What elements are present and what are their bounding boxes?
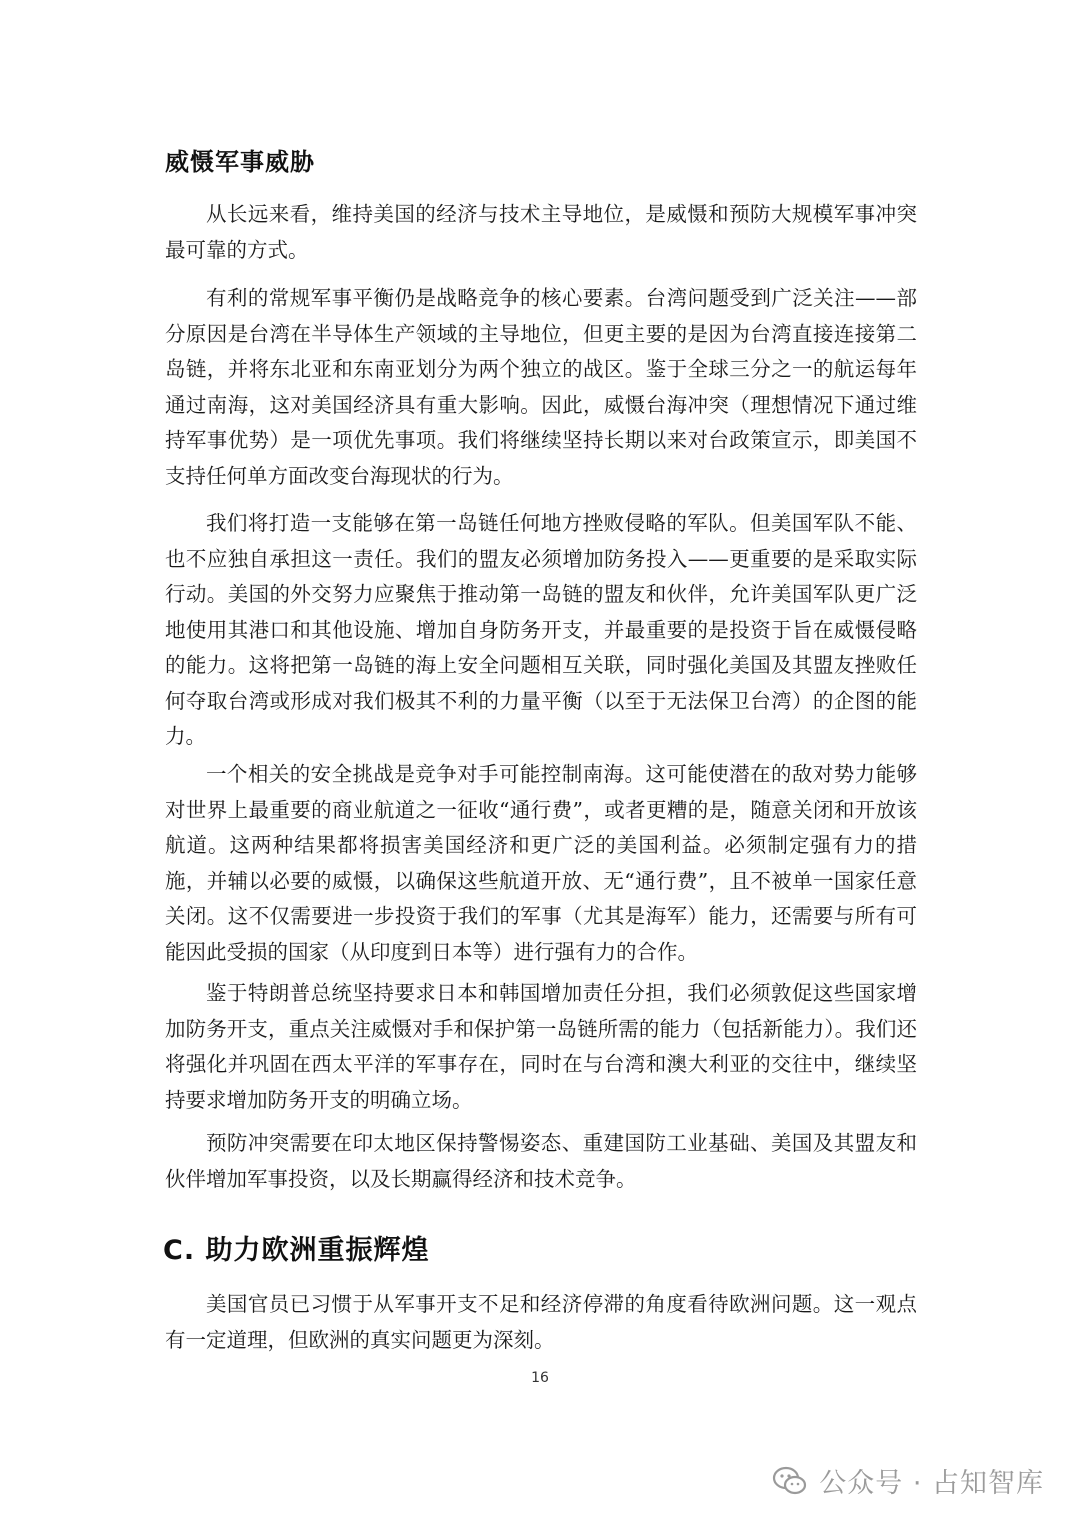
wechat-icon bbox=[771, 1462, 809, 1500]
paragraph: 鉴于特朗普总统坚持要求日本和韩国增加责任分担，我们必须敦促这些国家增加防务开支，重点关注威慑对手和保护第一岛链所需的能力（包括新能力）。我们还将强化并巩固在西太平洋的军事存在，同时在与台湾和澳大利亚的交往中，继续坚持要求增加防务开支的明确立场。 bbox=[165, 981, 917, 1112]
paragraph: 美国官员已习惯于从军事开支不足和经济停滞的角度看待欧洲问题。这一观点有一定道理，但欧洲的真实问题更为深刻。 bbox=[165, 1292, 917, 1352]
subheading: 威慑军事威胁 bbox=[165, 148, 315, 176]
page-number: 16 bbox=[531, 1370, 549, 1386]
paragraph: 有利的常规军事平衡仍是战略竞争的核心要素。台湾问题受到广泛关注——部分原因是台湾在半导体生产领域的主导地位，但更主要的是因为台湾直接连接第二岛链，并将东北亚和东南亚划分为两个独立的战区。鉴于全球三分之一的航运每年通过南海，这对美国经济具有重大影响。因此，威慑台海冲突（理想情况下通过维持军事优势）是一项优先事项。我们将继续坚持长期以来对台政策宣示，即美国不支持任何单方面改变台海现状的行为。 bbox=[165, 286, 917, 488]
paragraph: 预防冲突需要在印太地区保持警惕姿态、重建国防工业基础、美国及其盟友和伙伴增加军事投资，以及长期赢得经济和技术竞争。 bbox=[165, 1131, 917, 1191]
section-heading: C. 助力欧洲重振辉煌 bbox=[163, 1235, 430, 1266]
watermark bbox=[771, 1461, 1044, 1500]
paragraph: 从长远来看，维持美国的经济与技术主导地位，是威慑和预防大规模军事冲突最可靠的方式。 bbox=[165, 202, 917, 262]
paragraph: 一个相关的安全挑战是竞争对手可能控制南海。这可能使潜在的敌对势力能够对世界上最重要的商业航道之一征收“通行费”，或者更糟的是，随意关闭和开放该航道。这两种结果都将损害美国经济和更广泛的美国利益。必须制定强有力的措施，并辅以必要的威慑，以确保这些航道开放、无“通行费”，且不被单一国家任意关闭。这不仅需要进一步投资于我们的军事（尤其是海军）能力，还需要与所有可能因此受损的国家（从印度到日本等）进行强有力的合作。 bbox=[165, 762, 917, 964]
watermark-text: 公众号 · 占知智库 bbox=[819, 1468, 1044, 1499]
paragraph: 我们将打造一支能够在第一岛链任何地方挫败侵略的军队。但美国军队不能、也不应独自承担这一责任。我们的盟友必须增加防务投入——更重要的是采取实际行动。美国的外交努力应聚焦于推动第一岛链的盟友和伙伴，允许美国军队更广泛地使用其港口和其他设施、增加自身防务开支，并最重要的是投资于旨在威慑侵略的能力。这将把第一岛链的海上安全问题相互关联，同时强化美国及其盟友挫败任何夺取台湾或形成对我们极其不利的力量平衡（以至于无法保卫台湾）的企图的能力。 bbox=[165, 511, 917, 748]
